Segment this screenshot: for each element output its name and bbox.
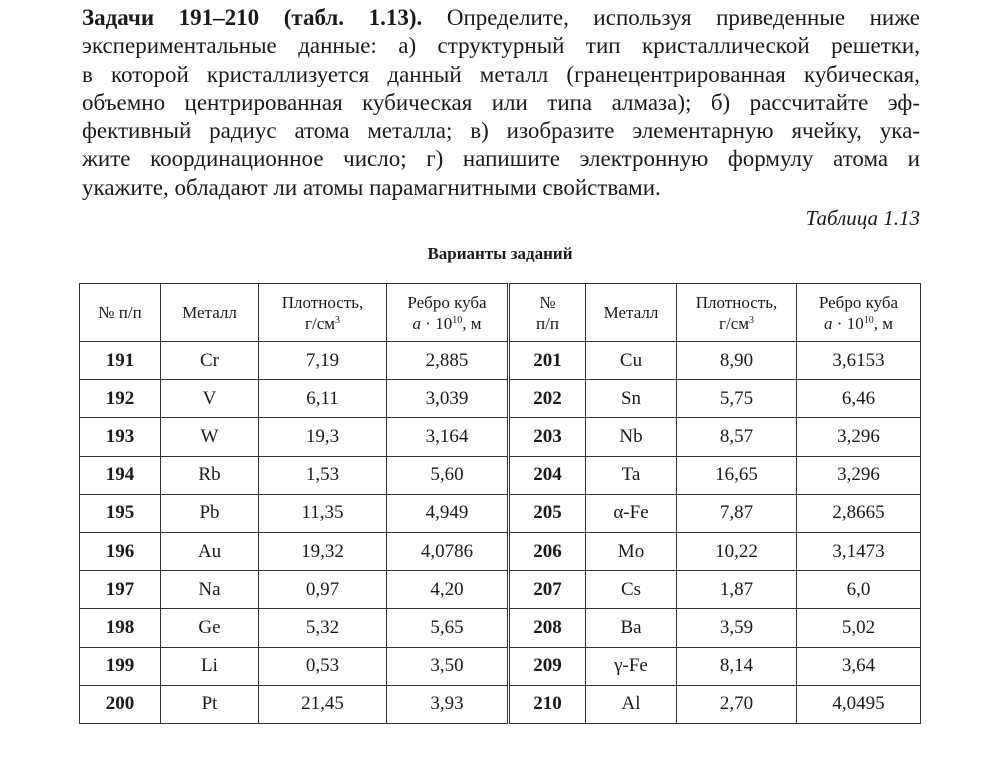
density-cell: 16,65 [677, 456, 797, 494]
header-right-edge: Ребро куба $a \cdot 10^{10}$, м [797, 284, 921, 342]
density-cell: 8,90 [677, 342, 797, 380]
metal-cell: Mo [586, 532, 677, 570]
intro-line-4: объемно центрированная кубическая или типа алмаза); б) рассчитайте эф- [82, 89, 920, 115]
metal-cell: Pb [161, 494, 259, 532]
edge-cell: 3,039 [387, 380, 509, 418]
density-cell: 8,14 [677, 647, 797, 685]
edge-cell: 4,0786 [387, 532, 509, 570]
edge-cell: 3,1473 [797, 532, 921, 570]
header-right-density: Плотность, $г/см^3$ [677, 284, 797, 342]
variant-number: 204 [509, 456, 586, 494]
metal-cell: W [161, 418, 259, 456]
variant-number: 200 [80, 685, 161, 723]
edge-cell: 3,50 [387, 647, 509, 685]
intro-line-1: Задачи 191–210 (табл. 1.13). Определите, используя приведенные ниже [82, 5, 921, 30]
density-cell: 3,59 [677, 609, 797, 647]
metal-cell: Rb [161, 456, 259, 494]
variant-number: 197 [80, 571, 161, 609]
intro-line-2: экспериментальные данные: а) структурный тип кристаллической решетки, [82, 33, 920, 59]
edge-cell: 3,296 [797, 456, 921, 494]
edge-cell: 2,885 [387, 342, 509, 380]
density-cell: 7,87 [677, 494, 797, 532]
density-cell: 1,53 [259, 456, 387, 494]
variant-number: 195 [80, 494, 161, 532]
intro-line-7: укажите, обладают ли атомы парамагнитными свойствами. [82, 174, 661, 200]
density-cell: 21,45 [259, 685, 387, 723]
variant-number: 193 [80, 418, 161, 456]
edge-cell: 4,20 [387, 571, 509, 609]
variant-number: 208 [509, 609, 586, 647]
table-row [80, 418, 921, 456]
metal-cell: α-Fe [586, 494, 677, 532]
variant-number: 207 [509, 571, 586, 609]
density-cell: 1,87 [677, 571, 797, 609]
metal-cell: Na [161, 571, 259, 609]
edge-cell: 3,64 [797, 647, 921, 685]
variant-number: 196 [80, 532, 161, 570]
edge-cell: 3,6153 [797, 342, 921, 380]
header-left-density: Плотность, $г/см^3$ [259, 284, 387, 342]
edge-cell: 4,0495 [797, 685, 921, 723]
header-left-metal: Металл [161, 284, 259, 342]
header-left-edge: Ребро куба $a \cdot 10^{10}$, м [387, 284, 509, 342]
edge-cell: 3,164 [387, 418, 509, 456]
metal-cell: Nb [586, 418, 677, 456]
table-row [80, 685, 921, 723]
density-cell: 8,57 [677, 418, 797, 456]
metal-cell: Ba [586, 609, 677, 647]
edge-cell: 3,93 [387, 685, 509, 723]
metal-cell: Al [586, 685, 677, 723]
table-row [80, 342, 921, 380]
variant-number: 203 [509, 418, 586, 456]
variant-number: 209 [509, 647, 586, 685]
variant-number: 198 [80, 609, 161, 647]
intro-line-6: жите координационное число; г) напишите электронную формулу атома и [82, 146, 920, 172]
variant-number: 199 [80, 647, 161, 685]
table-row [80, 571, 921, 609]
edge-cell: 6,46 [797, 380, 921, 418]
metal-cell: Cs [586, 571, 677, 609]
density-cell: 11,35 [259, 494, 387, 532]
edge-cell: 5,65 [387, 609, 509, 647]
density-cell: 19,32 [259, 532, 387, 570]
header-right-metal: Металл [586, 284, 677, 342]
density-cell: 0,97 [259, 571, 387, 609]
table-label: Таблица 1.13 [805, 206, 920, 230]
metal-cell: Cu [586, 342, 677, 380]
header-right-num: № п/п [509, 284, 586, 342]
edge-cell: 5,02 [797, 609, 921, 647]
density-cell: 2,70 [677, 685, 797, 723]
intro-line-3: в которой кристаллизуется данный металл (гранецентрированная кубическая, [82, 61, 920, 87]
metal-cell: Ta [586, 456, 677, 494]
edge-cell: 5,60 [387, 456, 509, 494]
variant-number: 191 [80, 342, 161, 380]
table-row [80, 532, 921, 570]
variant-number: 205 [509, 494, 586, 532]
density-cell: 10,22 [677, 532, 797, 570]
table-row [80, 380, 921, 418]
density-cell: 19,3 [259, 418, 387, 456]
variant-number: 202 [509, 380, 586, 418]
density-cell: 0,53 [259, 647, 387, 685]
variants-table [79, 283, 921, 724]
density-cell: 5,75 [677, 380, 797, 418]
density-cell: 6,11 [259, 380, 387, 418]
problem-statement [82, 4, 920, 202]
table-row [80, 609, 921, 647]
table-title: Варианты заданий [427, 244, 573, 263]
variant-number: 201 [509, 342, 586, 380]
variant-number: 192 [80, 380, 161, 418]
metal-cell: Pt [161, 685, 259, 723]
metal-cell: γ-Fe [586, 647, 677, 685]
metal-cell: Cr [161, 342, 259, 380]
edge-cell: 4,949 [387, 494, 509, 532]
metal-cell: Au [161, 532, 259, 570]
metal-cell: Sn [586, 380, 677, 418]
table-header-row [80, 284, 921, 342]
variant-number: 194 [80, 456, 161, 494]
metal-cell: Li [161, 647, 259, 685]
problem-heading: Задачи 191–210 (табл. 1.13). [82, 5, 423, 30]
edge-cell: 6,0 [797, 571, 921, 609]
edge-cell: 2,8665 [797, 494, 921, 532]
table-row [80, 647, 921, 685]
metal-cell: V [161, 380, 259, 418]
density-cell: 5,32 [259, 609, 387, 647]
edge-cell: 3,296 [797, 418, 921, 456]
metal-cell: Ge [161, 609, 259, 647]
header-left-num: № п/п [80, 284, 161, 342]
intro-line-5: фективный радиус атома металла; в) изобразите элементарную ячейку, ука- [82, 118, 920, 144]
variant-number: 206 [509, 532, 586, 570]
table-row [80, 494, 921, 532]
density-cell: 7,19 [259, 342, 387, 380]
variant-number: 210 [509, 685, 586, 723]
table-row [80, 456, 921, 494]
